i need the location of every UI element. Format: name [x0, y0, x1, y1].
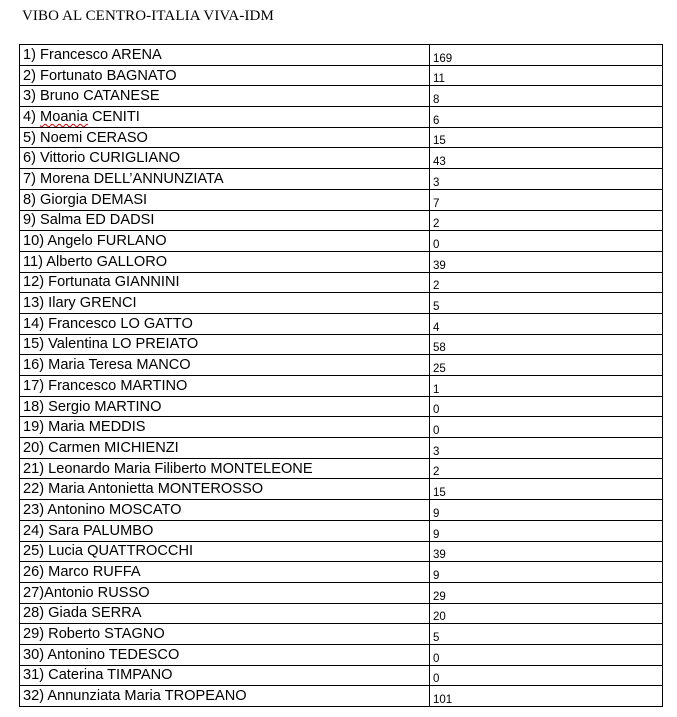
table-row [20, 107, 663, 128]
candidate-number: 15) [23, 336, 45, 353]
candidate-name-cell [20, 107, 430, 128]
candidate-number: 21) [23, 460, 45, 477]
candidate-votes-cell: 0 [430, 665, 663, 686]
candidate-votes-cell: 2 [430, 458, 663, 479]
candidate-name-cell [20, 582, 430, 603]
candidate-first-name: Lucia [48, 543, 84, 560]
candidate-name-cell [20, 417, 430, 438]
candidate-number: 8) [23, 191, 36, 208]
candidates-table-body [20, 45, 663, 707]
candidate-number: 4) [23, 108, 36, 125]
candidate-votes-cell: 2 [430, 210, 663, 231]
candidate-name-cell [20, 86, 430, 107]
candidate-first-name: Alberto [46, 253, 93, 270]
candidate-number: 24) [23, 522, 45, 539]
candidate-first-name: Giorgia [40, 191, 88, 208]
candidate-last-name: CATANESE [83, 88, 160, 105]
table-row [20, 334, 663, 355]
candidate-last-name: GRENCI [79, 295, 137, 312]
candidate-votes-cell: 29 [430, 582, 663, 603]
candidate-first-name: Annunziata Maria [47, 688, 161, 705]
table-row [20, 293, 663, 314]
table-row [20, 582, 663, 603]
candidate-first-name: Giada [48, 605, 88, 622]
candidate-votes-cell: 2 [430, 272, 663, 293]
table-row [20, 272, 663, 293]
candidate-votes-cell: 8 [430, 86, 663, 107]
candidate-name-cell [20, 65, 430, 86]
candidate-last-name: CENITI [91, 108, 140, 125]
table-row [20, 86, 663, 107]
candidate-last-name: GIANNINI [114, 274, 180, 291]
candidate-last-name: MOSCATO [109, 501, 182, 518]
candidate-first-name: Bruno [40, 88, 79, 105]
candidate-number: 27) [23, 584, 45, 601]
candidate-votes-cell: 20 [430, 603, 663, 624]
candidate-votes-cell: 58 [430, 334, 663, 355]
page-title: VIBO AL CENTRO-ITALIA VIVA-IDM [22, 8, 274, 24]
table-row [20, 479, 663, 500]
candidate-name-cell [20, 272, 430, 293]
candidate-name-cell [20, 231, 430, 252]
candidate-name-cell [20, 562, 430, 583]
candidates-table [19, 44, 663, 707]
candidate-last-name: DELL’ANNUNZIATA [93, 170, 224, 187]
candidate-last-name: PALUMBO [83, 522, 154, 539]
candidate-first-name: Noemi [40, 129, 83, 146]
candidate-number: 3) [23, 88, 36, 105]
table-row [20, 45, 663, 66]
candidate-votes-cell: 9 [430, 520, 663, 541]
candidate-votes-cell: 5 [430, 293, 663, 314]
candidate-first-name: Fortunato [40, 67, 103, 84]
table-row [20, 251, 663, 272]
candidate-votes-cell: 0 [430, 417, 663, 438]
candidate-last-name: MANCO [136, 357, 191, 374]
candidate-last-name: LO GATTO [120, 315, 193, 332]
candidate-first-name: Caterina [48, 667, 104, 684]
candidate-last-name: GALLORO [96, 253, 168, 270]
table-row [20, 65, 663, 86]
candidate-name-cell [20, 396, 430, 417]
table-row [20, 148, 663, 169]
candidate-votes-cell: 0 [430, 644, 663, 665]
table-row [20, 231, 663, 252]
candidate-first-name: Fortunata [48, 274, 111, 291]
candidate-first-name: Maria Antonietta [48, 481, 154, 498]
candidate-last-name: CERASO [86, 129, 148, 146]
candidate-first-name: Sara [48, 522, 79, 539]
candidate-last-name: BAGNATO [106, 67, 177, 84]
table-row [20, 458, 663, 479]
candidate-last-name: MONTEROSSO [157, 481, 264, 498]
candidate-number: 19) [23, 419, 45, 436]
candidate-votes-cell: 43 [430, 148, 663, 169]
table-row [20, 500, 663, 521]
candidate-number: 9) [23, 212, 36, 229]
candidate-last-name: MICHIENZI [104, 439, 179, 456]
candidate-votes-cell: 7 [430, 189, 663, 210]
candidate-last-name: RUSSO [97, 584, 150, 601]
candidate-last-name: CURIGLIANO [89, 150, 181, 167]
candidate-votes-cell: 101 [430, 686, 663, 707]
table-row [20, 686, 663, 707]
table-row [20, 541, 663, 562]
table-row [20, 376, 663, 397]
candidate-votes-cell: 39 [430, 251, 663, 272]
candidate-name-cell [20, 686, 430, 707]
candidate-last-name: MARTINO [94, 398, 162, 415]
candidate-name-cell [20, 541, 430, 562]
candidate-first-name: Marco [48, 564, 89, 581]
candidate-name-cell [20, 665, 430, 686]
candidate-votes-cell: 11 [430, 65, 663, 86]
candidate-votes-cell: 15 [430, 127, 663, 148]
candidate-first-name: Francesco [48, 377, 117, 394]
table-row [20, 396, 663, 417]
candidate-last-name: RUFFA [92, 564, 141, 581]
candidate-first-name: Roberto [48, 626, 101, 643]
candidate-name-cell [20, 438, 430, 459]
candidate-name-cell [20, 376, 430, 397]
candidate-name-cell [20, 334, 430, 355]
candidate-name-cell [20, 479, 430, 500]
candidate-number: 20) [23, 439, 45, 456]
candidate-first-name: Maria [48, 419, 85, 436]
candidate-name-cell [20, 148, 430, 169]
candidate-number: 6) [23, 150, 36, 167]
candidate-votes-cell: 0 [430, 396, 663, 417]
table-row [20, 603, 663, 624]
candidate-votes-cell: 9 [430, 562, 663, 583]
candidate-last-name: FURLANO [96, 233, 167, 250]
candidate-name-cell [20, 251, 430, 272]
candidate-name-cell [20, 189, 430, 210]
candidate-last-name: MARTINO [120, 377, 188, 394]
candidate-number: 26) [23, 564, 45, 581]
candidate-number: 18) [23, 398, 45, 415]
candidate-last-name: TIMPANO [107, 667, 173, 684]
table-row [20, 417, 663, 438]
candidate-last-name: QUATTROCCHI [87, 543, 194, 560]
candidate-votes-cell: 169 [430, 45, 663, 66]
candidate-last-name: MONTELEONE [210, 460, 313, 477]
candidate-number: 29) [23, 626, 45, 643]
candidate-votes-cell: 3 [430, 438, 663, 459]
candidate-votes-cell: 39 [430, 541, 663, 562]
candidate-number: 22) [23, 481, 45, 498]
candidate-first-name: Vittorio [40, 150, 86, 167]
candidate-first-name: Moania [40, 108, 88, 125]
candidate-last-name: DEMASI [91, 191, 148, 208]
candidate-first-name: Salma [40, 212, 82, 229]
candidate-number: 32) [23, 688, 45, 705]
candidate-votes-cell: 6 [430, 107, 663, 128]
candidate-number: 16) [23, 357, 45, 374]
candidate-number: 10) [23, 233, 45, 250]
candidate-number: 11) [23, 253, 44, 270]
candidate-last-name: MEDDIS [88, 419, 146, 436]
table-row [20, 665, 663, 686]
candidate-number: 1) [23, 46, 36, 63]
candidate-number: 7) [23, 170, 36, 187]
table-row [20, 189, 663, 210]
candidate-number: 30) [23, 646, 45, 663]
candidate-first-name: Sergio [48, 398, 91, 415]
candidate-number: 31) [23, 667, 45, 684]
candidate-name-cell [20, 210, 430, 231]
candidate-first-name: Antonio [44, 584, 94, 601]
table-row [20, 562, 663, 583]
candidate-votes-cell: 1 [430, 376, 663, 397]
candidate-last-name: TROPEANO [164, 688, 247, 705]
candidate-last-name: ED DADSI [85, 212, 155, 229]
candidate-number: 25) [23, 543, 45, 560]
table-row [20, 127, 663, 148]
table-row [20, 355, 663, 376]
candidate-first-name: Leonardo Maria Filiberto [48, 460, 207, 477]
candidate-first-name: Antonino [47, 646, 105, 663]
candidate-number: 13) [23, 295, 45, 312]
candidate-last-name: TEDESCO [108, 646, 180, 663]
candidate-first-name: Valentina [48, 336, 108, 353]
candidate-number: 5) [23, 129, 36, 146]
candidate-first-name: Antonino [47, 501, 105, 518]
candidate-votes-cell: 9 [430, 500, 663, 521]
candidate-first-name: Maria Teresa [48, 357, 133, 374]
candidate-last-name: ARENA [111, 46, 162, 63]
table-row [20, 210, 663, 231]
candidate-first-name: Francesco [40, 46, 109, 63]
table-row [20, 644, 663, 665]
candidate-votes-cell: 25 [430, 355, 663, 376]
candidate-number: 23) [23, 501, 45, 518]
table-row [20, 169, 663, 190]
table-row [20, 520, 663, 541]
candidate-number: 14) [23, 315, 45, 332]
candidate-number: 2) [23, 67, 36, 84]
candidate-votes-cell: 0 [430, 231, 663, 252]
candidate-votes-cell: 5 [430, 624, 663, 645]
candidate-votes-cell: 15 [430, 479, 663, 500]
candidate-name-cell [20, 603, 430, 624]
candidate-name-cell [20, 313, 430, 334]
candidate-last-name: SERRA [91, 605, 142, 622]
candidate-name-cell [20, 458, 430, 479]
candidate-name-cell [20, 500, 430, 521]
candidate-name-cell [20, 520, 430, 541]
candidate-name-cell [20, 355, 430, 376]
candidate-first-name: Angelo [47, 233, 93, 250]
candidate-votes-cell: 4 [430, 313, 663, 334]
candidate-first-name: Morena [40, 170, 90, 187]
candidate-last-name: LO PREIATO [112, 336, 199, 353]
table-row [20, 313, 663, 334]
candidate-number: 12) [23, 274, 45, 291]
candidate-name-cell [20, 45, 430, 66]
table-row [20, 438, 663, 459]
table-row [20, 624, 663, 645]
candidate-name-cell [20, 644, 430, 665]
candidate-votes-cell: 3 [430, 169, 663, 190]
candidate-name-cell [20, 293, 430, 314]
candidate-name-cell [20, 624, 430, 645]
candidate-name-cell [20, 127, 430, 148]
candidate-last-name: STAGNO [104, 626, 165, 643]
candidate-first-name: Ilary [48, 295, 76, 312]
candidate-first-name: Francesco [48, 315, 117, 332]
candidate-number: 28) [23, 605, 45, 622]
candidate-name-cell [20, 169, 430, 190]
candidate-first-name: Carmen [48, 439, 101, 456]
candidate-number: 17) [23, 377, 45, 394]
